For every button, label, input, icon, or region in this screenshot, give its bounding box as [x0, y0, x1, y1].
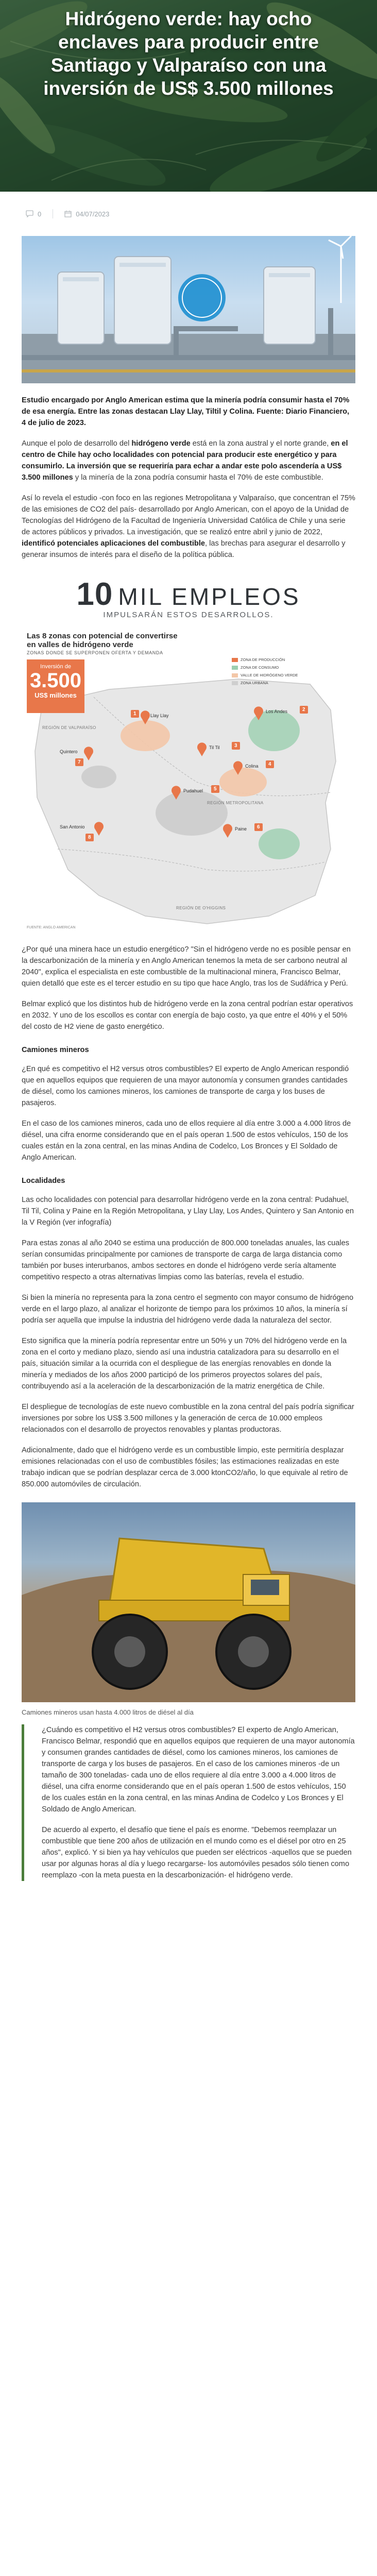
comments-count[interactable]	[26, 210, 41, 218]
calendar-icon	[64, 210, 72, 217]
callout-value: 3.500	[29, 669, 82, 692]
legend-item: VALLE DE HIDRÓGENO VERDE	[232, 673, 304, 677]
callout-bottom: US$ millones	[35, 691, 77, 699]
paragraph-8: Para estas zonas al año 2040 se estima una producción de 800.000 toneladas anuales, las cuales serían consumidas principalmente por camiones de transporte de carga de larga distancia como también por buses interurbanos, ambos sectores en donde el hidrógeno verde sería altamente competitivo respecto a otras alternativas limpias como las baterías, revela el estudio.	[22, 1239, 350, 1281]
investment-callout	[27, 659, 84, 713]
map-title: Las 8 zonas con potencial de convertirse en valles de hidrógeno verde	[27, 632, 178, 649]
paragraph-5: ¿En qué es competitivo el H2 versus otros combustibles? El experto de Anglo American respondió que en aquellos equipos que requieren de una mayor autonomía y consumen grandes cantidades de diésel, como los camiones mineros, los camiones de transporte de carga y los buses de pasajeros.	[22, 1065, 349, 1107]
hydrogen-plant-illustration	[22, 236, 355, 383]
map-legend	[232, 657, 304, 688]
legend-item: ZONA DE PRODUCCIÓN	[232, 657, 304, 662]
date-value: 04/07/2023	[76, 210, 110, 218]
jobs-word: MIL EMPLEOS	[118, 583, 301, 610]
mining-truck-photo	[22, 1502, 355, 1702]
quote-paragraph-1: ¿Cuándo es competitivo el H2 versus otros combustibles? El experto de Anglo American, Francisco Belmar, respondió que en aquellos equipos que requieren de una mayor autonomía y consumen grandes cantidades de diésel, como los camiones mineros, los camiones de transporte de carga y los buses de pasajeros. En el caso de los camiones mineros -de un tamaño de 300 toneladas- cada uno de ellos requiere al día entre 3.000 a 4.000 litros de diésel, una cifra enorme considerando que en el país operan 1.500 de estos vehículos, 150 de los cuales están en la zona central, en las minas Andina de Codelco y Los Bronces y El Soldado de Anglo American.	[42, 1726, 355, 1814]
legend-item: ZONA URBANA	[232, 681, 304, 685]
article-meta	[22, 192, 355, 236]
place-paine: Paine	[235, 826, 247, 832]
place-til-til: Til Til	[209, 745, 220, 750]
paragraph-10: Esto significa que la minería podría representar entre un 50% y un 70% del hidrógeno verde en la zona en el corto y mediano plazo, siendo así una industria catalizadora para su desarrollo en el país, situación similar a la ocurrida con el despliegue de las energías renovables en donde la minería y mediados de los años 2000 participó de los primeros proyectos solares del país, contribuyendo así a la aceleración de la descarbonización de la matriz energética de Chile.	[22, 1337, 347, 1391]
place-san-antonio: San Antonio	[60, 824, 85, 829]
paragraph-4: Belmar explicó que los distintos hub de hidrógeno verde en la zona central podrían estar operativos en 2032. Y uno de los escollos es contar con energía de bajo costo, ya que entre el 40% y el 50% del costo de H2 viene de gasto energético.	[22, 1000, 353, 1031]
paragraph-12: Adicionalmente, dado que el hidrógeno verde es un combustible limpio, este permitiría desplazar emisiones relacionadas con el uso de combustibles fósiles; las estimaciones realizadas en este trabajo indican que se podrían desplazar cerca de 3.000 ktonCO2/año, lo que equivale al retiro de 850.000 automóviles de circulación.	[22, 1446, 348, 1488]
comment-icon	[26, 210, 33, 217]
place-pudahuel: Pudahuel	[183, 788, 203, 793]
paragraph-1: Aunque el polo de desarrollo del hidrógeno verde está en la zona austral y el norte grande, en el centro de Chile hay ocho localidades con potencial para producir este energético y para consumirlo. La inversión que se requeriría para echar a andar este polo ascendería a US$ 3.500 millones y la minería de la zona podría consumir hasta el 70% de este combustible.	[22, 439, 348, 482]
paragraph-7: Las ocho localidades con potencial para desarrollar hidrógeno verde en la zona central: Pudahuel, Til Til, Colina y Paine en la Región Metropolitana, y Llay Llay, Los Andes, Quintero y San Antonio en la V Región (ver infografía)	[22, 1196, 354, 1227]
place-los-andes: Los Andes	[266, 709, 288, 714]
legend-swatch	[232, 681, 238, 685]
place-number-tag: 5	[211, 785, 219, 793]
region-label-valparaiso: REGIÓN DE VALPARAÍSO	[42, 725, 96, 730]
place-quintero: Quintero	[60, 749, 78, 754]
article-title: Hidrógeno verde: hay ocho enclaves para producir entre Santiago y Valparaíso con una inversión de US$ 3.500 millones	[43, 8, 334, 99]
place-colina: Colina	[245, 764, 259, 769]
hydrogen-plant-photo	[22, 236, 355, 383]
legend-swatch	[232, 673, 238, 677]
jobs-subtitle: IMPULSARÁN ESTOS DESARROLLOS.	[103, 611, 274, 619]
region-label-ohiggins: REGIÓN DE O'HIGGINS	[176, 906, 226, 910]
paragraph-2: Así lo revela el estudio -con foco en las regiones Metropolitana y Valparaíso, que concentran el 75% de las emisiones de CO2 del país- desarrollado por Anglo American, con el apoyo de la Unidad de Tecnologías del Hidrógeno de la Facultad de Ingeniería Universidad Católica de Chile y una serie de actores públicos y privados. La investigación, que se realizó entre abril y junio de 2022, identificó potenciales aplicaciones del combustible, las brechas para asegurar el desarrollo y generar insumos de interés para el diseño de la política pública.	[22, 494, 355, 559]
hero-banner	[0, 0, 377, 192]
mining-truck-illustration	[22, 1502, 355, 1702]
quote-paragraph-2: De acuerdo al experto, el desafío que tiene el país es enorme. "Debemos reemplazar un combustible que tiene 200 años de utilización en el mundo como es el diésel por otro en 25 años", explicó. Y si bien ya hay vehículos que pueden ser eléctricos -aquellos que se pueden usar por algunas horas al día y luego recargarse- los automóviles pesados sólo tienen como reemplazo -con la meta puesta en la descarbonización- el hidrógeno verde.	[42, 1826, 352, 1879]
subheading-camiones: Camiones mineros	[22, 1046, 89, 1054]
blockquote	[22, 1724, 355, 1881]
truck-caption: Camiones mineros usan hasta 4.000 litros de diésel al día	[22, 1708, 194, 1716]
legend-swatch	[232, 658, 238, 662]
jobs-number: 10	[76, 577, 113, 612]
place-number-tag: 1	[131, 710, 139, 718]
publish-date	[64, 210, 109, 218]
place-number-tag: 8	[85, 834, 94, 841]
comments-value: 0	[38, 210, 42, 218]
paragraph-11: El despliegue de tecnologías de este nuevo combustible en la zona central del país podría significar inversiones por sobre los US$ 3.500 millones y la generación de cerca de 10.000 empleos relacionados con el desarrollo de proyectos renovables y plantas productoras.	[22, 1403, 354, 1434]
place-llay-llay: Llay Llay	[150, 713, 169, 718]
jobs-banner	[22, 575, 355, 620]
subheading-localidades: Localidades	[22, 1177, 65, 1185]
zones-map-infographic	[22, 628, 355, 935]
paragraph-9: Si bien la minería no representa para la zona centro el segmento con mayor consumo de hidrógeno verde en el largo plazo, al analizar el horizonte de tiempo para los próximos 10 años, la minería sí podría ser aquella que impulse la industria del hidrógeno verde dada la naturaleza del sector.	[22, 1294, 354, 1325]
place-number-tag: 2	[300, 706, 308, 714]
article-lead: Estudio encargado por Anglo American estima que la minería podría consumir hasta el 70% de esa energía. Entre las zonas destacan Llay Llay, Tiltil y Colina. Fuente: Diario Financiero, 4 de julio de 2023.	[22, 396, 350, 427]
legend-swatch	[232, 666, 238, 670]
paragraph-3: ¿Por qué una minera hace un estudio energético? "Sin el hidrógeno verde no es posible pensar en la descarbonización de la minería y en Anglo American tenemos la meta de ser carbono neutral al 2040", explica el especialista en este combustible de la multinacional minera, Francisco Belmar, quien detalló que este es el tercer estudio en su tipo que hace Anglo, tras los de Sudáfrica y Perú.	[22, 945, 351, 988]
map-subtitle: ZONAS DONDE SE SUPERPONEN OFERTA Y DEMANDA	[27, 650, 163, 655]
region-label-metropolitana: REGIÓN METROPOLITANA	[207, 801, 264, 805]
place-number-tag: 3	[232, 742, 240, 750]
legend-item: ZONA DE CONSUMO	[232, 665, 304, 670]
map-source: FUENTE: ANGLO AMERICAN	[27, 926, 76, 929]
paragraph-6: En el caso de los camiones mineros, cada uno de ellos requiere al día entre 3.000 a 4.000 litros de diésel, una cifra enorme considerando que en el país operan 1.500 de estos vehículos, 150 de los cuales están en la zona central, en las minas Andina de Codelco, Los Bronces y El Soldado de Anglo American.	[22, 1120, 351, 1162]
callout-top: Inversión de	[40, 664, 71, 670]
place-number-tag: 6	[254, 823, 263, 831]
place-number-tag: 4	[266, 760, 274, 768]
place-number-tag: 7	[75, 758, 83, 766]
